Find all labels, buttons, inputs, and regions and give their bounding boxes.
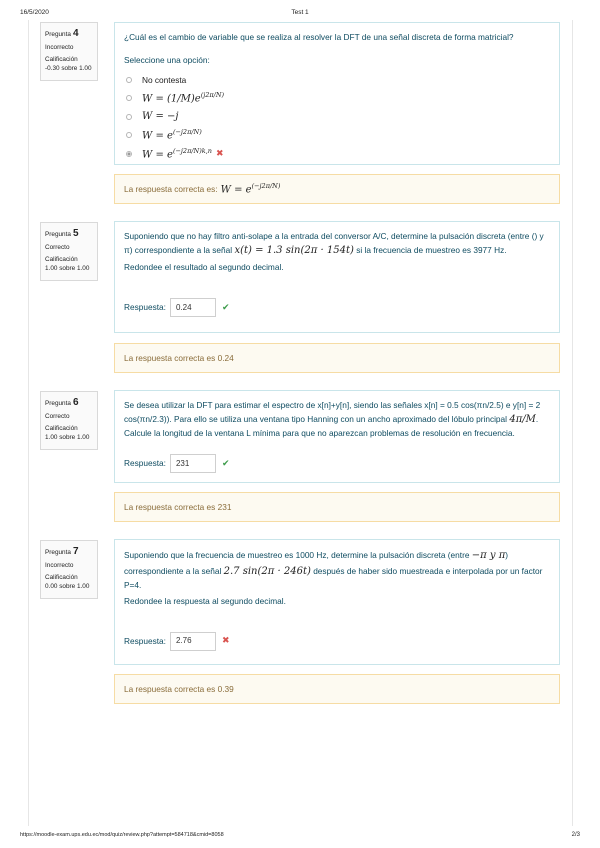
question-label: Pregunta [45,549,71,556]
response-row [124,298,550,317]
answer-option-math: $W = e^{(-j2\pi/N)}$ [142,128,202,142]
print-url: https://moodle-exam.ups.edu.ec/mod/quiz/review.php?attempt=584718&cmid=8058 [20,832,224,838]
question-label: Pregunta [45,231,71,238]
rounding-instruction: Redondee el resultado al segundo decimal. [124,262,284,273]
question-info-7 [40,540,98,599]
response-row [124,454,550,473]
answer-option-label: No contesta [142,74,187,85]
question-label: Pregunta [45,31,71,38]
answer-option[interactable] [124,108,550,127]
feedback-6 [114,492,560,522]
question-text: Suponiendo que la frecuencia de muestreo es 1000 Hz, determine la pulsación discreta (entre −π y π) correspondiente a la señal 2.7 sin(2π · 246t) después de haber sido muestreada e interpolada por un factor P=4. [124,550,543,590]
question-number: 6 [72,397,79,408]
correct-icon: ✔ [221,457,230,468]
radio-button[interactable] [126,132,132,138]
question-mark-value: 0.00 sobre 1.00 [45,582,90,590]
question-mark-label: Calificación [45,256,78,264]
question-info-4 [40,22,98,81]
response-label: Respuesta: [124,458,166,469]
answer-instruction: Seleccione una opción: [124,54,210,65]
question-math: x(t) = 1.3 sin(2π · 154t) [234,244,354,256]
question-text: Suponiendo que no hay filtro anti-solape a la entrada del conversor A/C, determine la pulsación discreta (entre () y π) correspondiente a la señal x(t) = 1.3 sin(2π · 154t) si la frecuencia de muestreo es 3977 Hz. [124,231,544,256]
radio-button[interactable] [126,95,132,101]
page-border-right [572,20,573,826]
question-number: 5 [72,228,79,239]
exponent: (−j2π/N)k,n [172,146,212,155]
response-input[interactable]: 231 [170,454,216,473]
answer-option-math: $W = (1/M)e^{(j2\pi/N)}$ [142,91,225,105]
incorrect-icon: ✖ [221,635,230,646]
answer-options [124,71,550,164]
question-number: 7 [72,546,79,557]
rounding-instruction: Redondee la respuesta al segundo decimal. [124,595,286,606]
answer-option[interactable] [124,126,550,145]
question-mark-value: 1.00 sobre 1.00 [45,433,90,441]
feedback-text: La respuesta correcta es 231 [124,502,232,512]
question-info-6 [40,391,98,450]
question-state: Correcto [45,244,70,251]
feedback-math: $W = e^{(-j2\pi/N)}$ [220,182,281,196]
answer-option-math: $W = e^{(-j2\pi/N)k,n}$ [142,146,212,160]
correct-icon: ✔ [221,301,230,312]
answer-option-math: W = −j [142,111,179,123]
exponent: (−j2π/N) [172,128,202,137]
answer-option[interactable] [124,89,550,108]
question-state: Correcto [45,413,70,420]
question-math-range: −π y π [471,550,506,561]
question-text: Se desea utilizar la DFT para estimar el espectro de x[n]+y[n], siendo las señales x[n] = 0.5 cos(πn/2.5) e y[n] = 2 cos(πn/2.3)). Para ello se utiliza una ventana tipo Hanning con un ancho aproximado del lóbulo principal 4π/M. Calcule la longitud de la ventana L mínima para que no aparezcan problemas de resolución en frecuencia. [124,400,541,439]
response-input[interactable]: 2.76 [170,632,216,651]
question-mark-label: Calificación [45,56,78,64]
question-mark-value: 1.00 sobre 1.00 [45,264,90,272]
question-number: 4 [72,28,79,39]
response-row [124,632,550,651]
question-formulation-7 [114,539,560,665]
question-mark-label: Calificación [45,425,78,433]
answer-option-selected[interactable] [124,145,550,164]
question-label: Pregunta [45,400,71,407]
exponent: (j2π/N) [200,91,225,100]
response-label: Respuesta: [124,635,166,646]
question-math: 4π/M [509,413,536,425]
feedback-4 [114,174,560,204]
answer-option[interactable] [124,71,550,90]
question-formulation-6 [114,390,560,483]
incorrect-icon: ✖ [215,148,224,158]
question-state: Incorrecto [45,562,74,569]
response-label: Respuesta: [124,302,166,313]
question-math: 2.7 sin(2π · 246t) [223,565,311,577]
feedback-7 [114,674,560,704]
question-state: Incorrecto [45,44,74,51]
page-number: 2/3 [571,832,580,838]
feedback-label: La respuesta correcta es: [124,184,218,194]
page-border-left [28,20,29,826]
question-mark-label: Calificación [45,574,78,582]
feedback-text: La respuesta correcta es 0.39 [124,684,234,694]
feedback-text: La respuesta correcta es 0.24 [124,353,234,363]
question-formulation-5 [114,221,560,333]
radio-button[interactable] [126,114,132,120]
print-date: 16/5/2020 [20,9,49,16]
question-formulation-4 [114,22,560,165]
question-text: ¿Cuál es el cambio de variable que se realiza al resolver la DFT de una señal discreta de forma matricial? [124,32,514,42]
feedback-5 [114,343,560,373]
print-title: Test 1 [291,9,309,16]
question-mark-value: -0.30 sobre 1.00 [45,64,92,72]
response-input[interactable]: 0.24 [170,298,216,317]
radio-button-checked[interactable] [126,151,132,157]
radio-button[interactable] [126,77,132,83]
exponent: (−j2π/N) [251,182,281,191]
question-info-5 [40,222,98,281]
